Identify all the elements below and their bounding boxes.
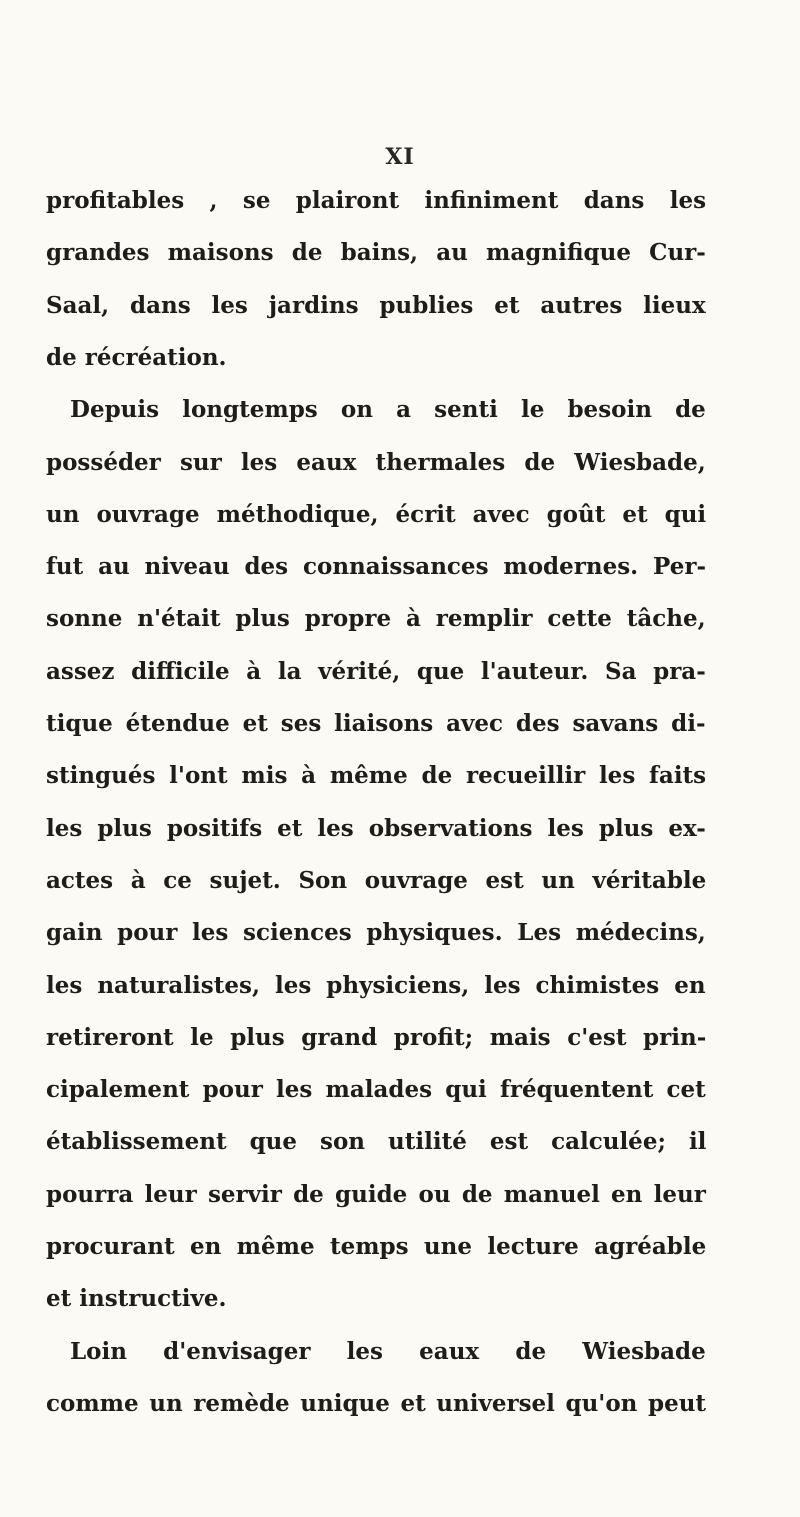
text-line: les plus positifs et les observations les plus ex- — [46, 814, 706, 842]
text-line: profitables , se plairont infiniment dans les — [46, 187, 707, 214]
text-line: cipalement pour les malades qui fréquentent cet — [46, 1076, 706, 1104]
text-line: procurant en même temps une lecture agréable — [46, 1233, 707, 1260]
text-line: pourra leur servir de guide ou de manuel en leur — [46, 1180, 706, 1208]
text-line: stingués l'ont mis à même de recueillir les faits — [46, 762, 707, 790]
text-line: actes à ce sujet. Son ouvrage est un véritable — [46, 866, 707, 894]
text-line: fut au niveau des connaissances modernes. Per- — [46, 553, 706, 581]
text-line: comme un remède unique et universel qu'on peut — [46, 1389, 707, 1417]
text-line: les naturalistes, les physiciens, les chimistes en — [46, 971, 706, 999]
text-line: un ouvrage méthodique, écrit avec goût et qui — [46, 500, 707, 528]
text-line: de récréation. — [46, 343, 227, 371]
text-line: Saal, dans les jardins publies et autres lieux — [46, 291, 706, 319]
text-line: établissement que son utilité est calculée; il — [46, 1128, 707, 1156]
text-line: Loin d'envisager les eaux de Wiesbade — [70, 1337, 706, 1365]
text-line: Depuis longtemps on a senti le besoin de — [70, 396, 706, 424]
text-line: grandes maisons de bains, au magnifique Cur- — [46, 239, 706, 267]
text-line: tique étendue et ses liaisons avec des savans di- — [46, 710, 706, 737]
text-line: et instructive. — [46, 1285, 227, 1313]
text-line: retireront le plus grand profit; mais c'est prin- — [46, 1023, 707, 1051]
text-line: sonne n'était plus propre à remplir cette tâche, — [46, 605, 706, 633]
text-line: gain pour les sciences physiques. Les médecins, — [46, 919, 706, 947]
text-line: posséder sur les eaux thermales de Wiesbade, — [46, 448, 706, 476]
page-number: XI — [385, 144, 415, 170]
text-line: assez difficile à la vérité, que l'auteur. Sa pra- — [46, 657, 706, 685]
